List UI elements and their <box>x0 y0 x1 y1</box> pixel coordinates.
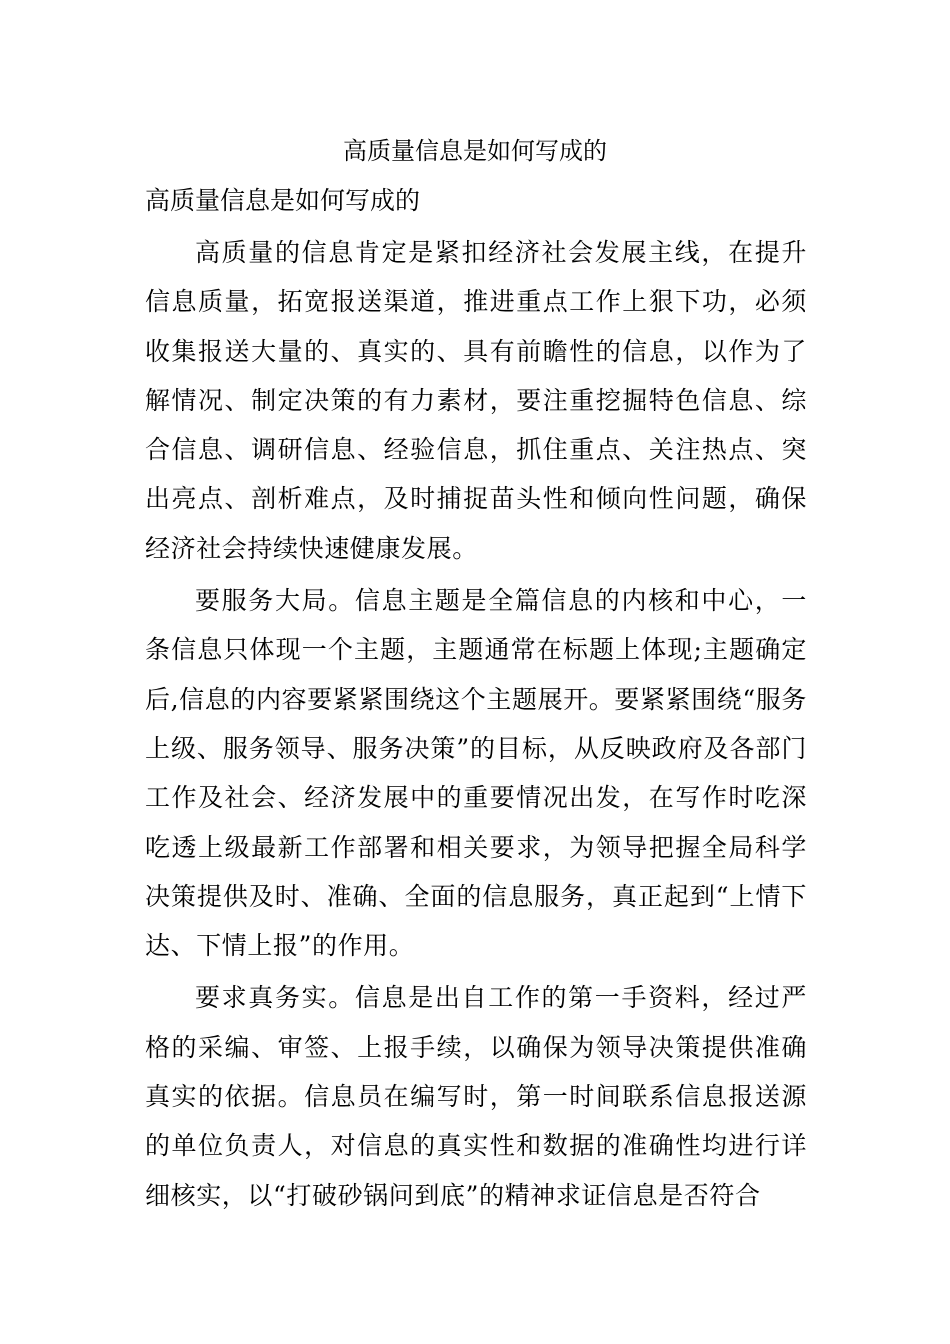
paragraph-2: 要服务大局。信息主题是全篇信息的内核和中心，一条信息只体现一个主题，主题通常在标题上体现;主题确定后,信息的内容要紧紧围绕这个主题展开。要紧紧围绕“服务上级、服务领导、服务决策”的目标，从反映政府及各部门工作及社会、经济发展中的重要情况出发，在写作时吃深吃透上级最新工作部署和相关要求，为领导把握全局科学决策提供及时、准确、全面的信息服务，真正起到“上情下达、下情上报”的作用。 <box>145 586 807 961</box>
document-body <box>145 228 807 1223</box>
document-subtitle: 高质量信息是如何写成的 <box>145 186 421 215</box>
paragraph-3: 要求真务实。信息是出自工作的第一手资料，经过严格的采编、审签、上报手续，以确保为领导决策提供准确真实的依据。信息员在编写时，第一时间联系信息报送源的单位负责人，对信息的真实性和数据的准确性均进行详细核实，以“打破砂锅问到底”的精神求证信息是否符合 <box>145 983 807 1210</box>
paragraph-1: 高质量的信息肯定是紧扣经济社会发展主线，在提升信息质量，拓宽报送渠道，推进重点工作上狠下功，必须收集报送大量的、真实的、具有前瞻性的信息，以作为了解情况、制定决策的有力素材，要注重挖掘特色信息、综合信息、调研信息、经验信息，抓住重点、关注热点、突出亮点、剖析难点，及时捕捉苗头性和倾向性问题，确保经济社会持续快速健康发展。 <box>145 238 807 563</box>
document-title: 高质量信息是如何写成的 <box>343 137 607 165</box>
